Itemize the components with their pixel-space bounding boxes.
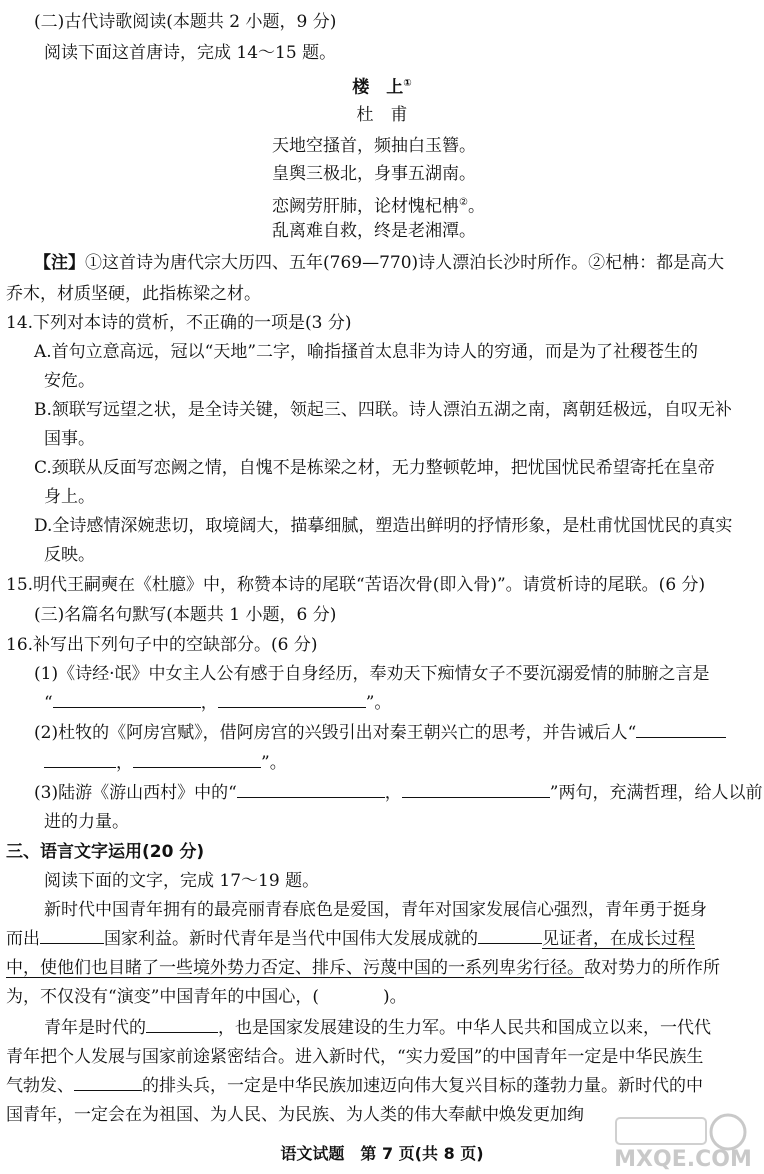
q16-part-1-blanks: “ ， ”。 xyxy=(44,693,392,713)
q16-part-3-cont: 进的力量。 xyxy=(44,812,129,832)
answer-blank[interactable] xyxy=(478,927,542,944)
q16-part-1: (1)《诗经·氓》中女主人公有感于自身经历，奉劝天下痴情女子不要沉溺爱情的肺腑之言是 xyxy=(34,664,710,684)
answer-blank[interactable] xyxy=(636,721,726,738)
section-heading: (二)古代诗歌阅读(本题共 2 小题，9 分) xyxy=(34,12,337,32)
q16-part-3: (3)陆游《游山西村》中的“ ， ”两句，充满哲理，给人以前 xyxy=(34,783,763,803)
page-footer: 语文试题 第 7 页(共 8 页) xyxy=(280,1144,484,1163)
watermark-logo xyxy=(608,1112,758,1170)
answer-blank[interactable] xyxy=(74,1074,142,1091)
passage-line: 青年把个人发展与国家前途紧密结合。进入新时代，“实力爱国”的中国青年一定是中华民族生 xyxy=(6,1047,704,1067)
passage-line: 而出 国家利益。新时代青年是当代中国伟大发展成就的 见证者，在成长过程 xyxy=(6,929,695,949)
poem-line-2: 皇舆三极北，身事五湖南。 xyxy=(272,164,476,184)
note-line-2: 乔木，材质坚硬，此指栋梁之材。 xyxy=(6,284,261,304)
q15-stem: 15.明代王嗣奭在《杜臆》中，称赞本诗的尾联“苦语次骨(即入骨)”。请赏析诗的尾联。(6 分) xyxy=(6,575,706,595)
passage-line: 气勃发、 的排头兵，一定是中华民族加速迈向伟大复兴目标的蓬勃力量。新时代的中 xyxy=(6,1076,703,1096)
answer-blank[interactable] xyxy=(237,781,385,798)
section-intro: 阅读下面这首唐诗，完成 14～15 题。 xyxy=(44,43,337,63)
part-intro: 阅读下面的文字，完成 17～19 题。 xyxy=(44,871,320,891)
passage-line: 新时代中国青年拥有的最亮丽青春底色是爱国，青年对国家发展信心强烈，青年勇于挺身 xyxy=(44,900,707,920)
q14-option-d-cont: 反映。 xyxy=(44,545,95,565)
q16-part-2: (2)杜牧的《阿房宫赋》，借阿房宫的兴毁引出对秦王朝兴亡的思考，并告诫后人“ xyxy=(34,721,726,745)
q14-option-a-cont: 安危。 xyxy=(44,371,95,391)
poem-line-1: 天地空搔首，频抽白玉簪。 xyxy=(272,136,476,156)
section-heading: (三)名篇名句默写(本题共 1 小题，6 分) xyxy=(34,605,337,625)
passage-line: 中，使他们也目睹了一些境外势力否定、排斥、污蔑中国的一系列卑劣行径。敌对势力的所作所 xyxy=(6,958,720,978)
q14-option-d: D.全诗感情深婉悲切，取境阔大，描摹细腻，塑造出鲜明的抒情形象，是杜甫忧国忧民的真实 xyxy=(34,516,733,536)
poem-title: 楼 上① xyxy=(352,77,412,98)
answer-blank[interactable] xyxy=(44,751,116,768)
answer-blank[interactable] xyxy=(40,927,104,944)
q14-option-c-cont: 身上。 xyxy=(44,487,95,507)
q16-stem: 16.补写出下列句子中的空缺部分。(6 分) xyxy=(6,635,318,655)
part-heading: 三、语言文字运用(20 分) xyxy=(6,842,205,862)
answer-blank[interactable] xyxy=(218,691,366,708)
passage-line: 青年是时代的 ，也是国家发展建设的生力军。中华人民共和国成立以来，一代代 xyxy=(44,1018,711,1038)
answer-blank[interactable] xyxy=(402,781,550,798)
answer-blank[interactable] xyxy=(133,751,261,768)
answer-blank[interactable] xyxy=(146,1016,218,1033)
underlined-sentence: 中，使他们也目睹了一些境外势力否定、排斥、污蔑中国的一系列卑劣行径。 xyxy=(6,958,584,978)
footnote-marker: ① xyxy=(403,78,412,89)
note-label: 【注】 xyxy=(34,253,85,273)
poem-line-3: 恋阙劳肝肺，论材愧杞柟②。 xyxy=(272,196,485,217)
q14-option-b: B.颔联写远望之状，是全诗关键，领起三、四联。诗人漂泊五湖之南，离朝廷极远，自叹无补 xyxy=(34,400,732,420)
q14-option-b-cont: 国事。 xyxy=(44,429,95,449)
passage-line: 国青年，一定会在为祖国、为人民、为民族、为人类的伟大奉献中焕发更加绚 xyxy=(6,1105,584,1125)
poem-author: 杜 甫 xyxy=(356,105,408,125)
answer-blank[interactable] xyxy=(53,691,201,708)
q14-option-c: C.颈联从反面写恋阙之情，自愧不是栋梁之材，无力整顿乾坤，把忧国忧民希望寄托在皇帝 xyxy=(34,458,715,478)
poem-line-4: 乱离难自救，终是老湘潭。 xyxy=(272,221,476,241)
footnote-marker: ② xyxy=(459,197,468,208)
q14-option-a: A.首句立意高远，冠以“天地”二字，喻指搔首太息非为诗人的穷通，而是为了社稷苍生的 xyxy=(34,342,699,362)
q16-part-2-blanks: ， ”。 xyxy=(44,751,287,775)
q14-stem: 14.下列对本诗的赏析，不正确的一项是(3 分) xyxy=(6,313,352,333)
note-line-1: 【注】①这首诗为唐代宗大历四、五年(769—770)诗人漂泊长沙时所作。②杞柟：都是高大 xyxy=(34,253,725,273)
watermark-text: MXQE.COM xyxy=(614,1147,752,1170)
passage-line: 为，不仅没有“演变”中国青年的中国心，( )。 xyxy=(6,987,407,1007)
